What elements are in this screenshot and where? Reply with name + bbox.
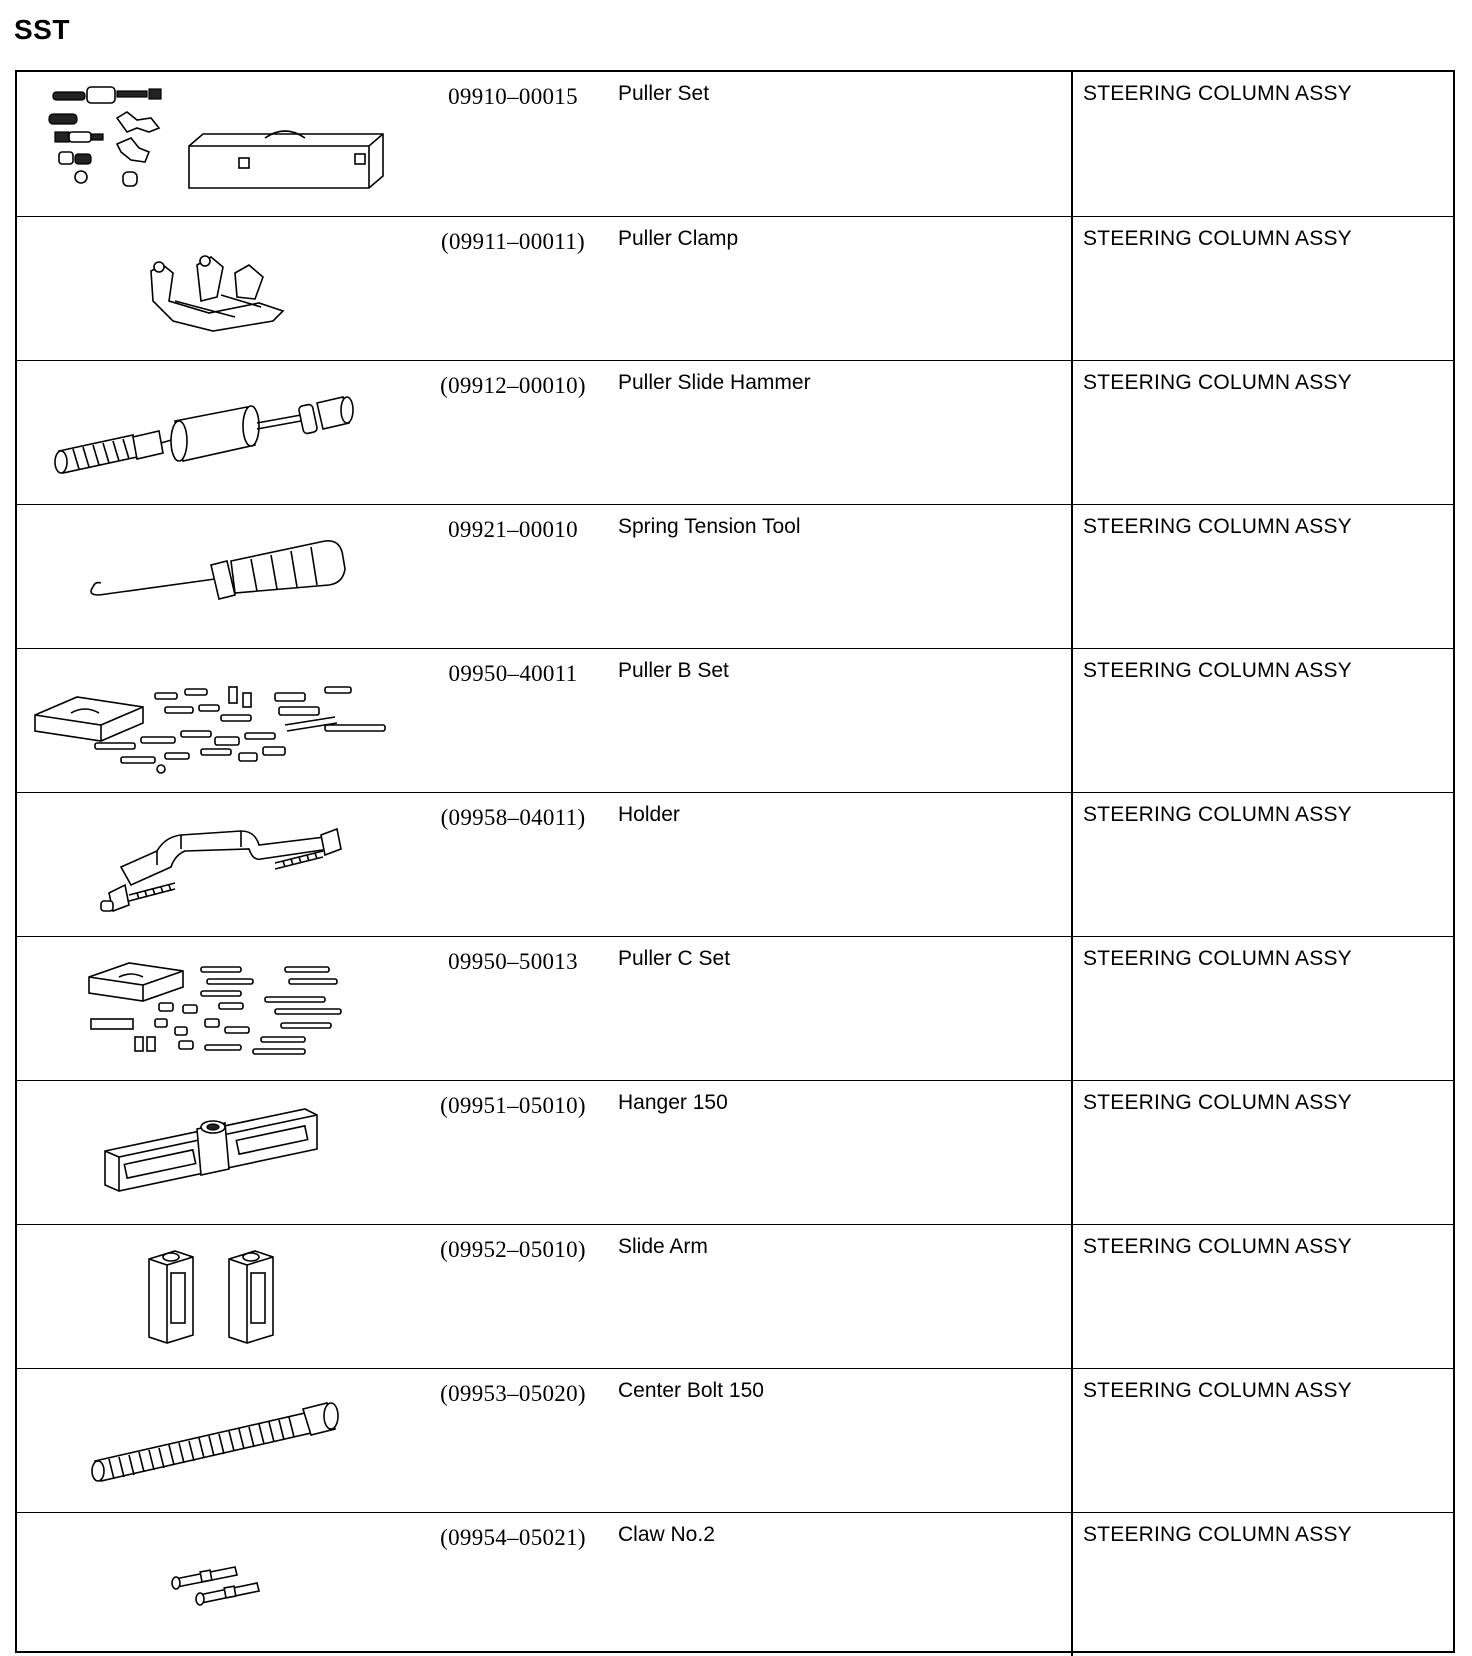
table-row — [17, 504, 1453, 648]
table-row — [17, 936, 1453, 1080]
column-divider — [1071, 505, 1073, 648]
part-name: Hanger 150 — [618, 1091, 728, 1114]
part-number: (09958–04011) — [440, 805, 586, 830]
column-divider — [1071, 649, 1073, 792]
column-divider — [1071, 1369, 1073, 1512]
table-row — [17, 1080, 1453, 1224]
column-divider — [1071, 1081, 1073, 1224]
column-divider — [1071, 1225, 1073, 1368]
table-row — [17, 72, 1453, 216]
part-name: Holder — [618, 803, 680, 826]
part-name: Puller C Set — [618, 947, 731, 970]
center-bolt-illustration — [25, 1373, 425, 1507]
usage-text: STEERING COLUMN ASSY — [1083, 659, 1352, 682]
usage-text: STEERING COLUMN ASSY — [1083, 515, 1352, 538]
table-row — [17, 1512, 1453, 1656]
slide-hammer-illustration — [25, 365, 425, 499]
usage-text: STEERING COLUMN ASSY — [1083, 82, 1352, 105]
usage-text: STEERING COLUMN ASSY — [1083, 1379, 1352, 1402]
part-name: Slide Arm — [618, 1235, 708, 1258]
part-number: 09910–00015 — [448, 84, 578, 109]
claw-illustration — [25, 1517, 425, 1651]
part-name: Spring Tension Tool — [618, 515, 801, 538]
page-title: SST — [14, 14, 70, 45]
usage-text: STEERING COLUMN ASSY — [1083, 947, 1352, 970]
puller-b-set-illustration — [25, 653, 425, 787]
table-row — [17, 216, 1453, 360]
usage-text: STEERING COLUMN ASSY — [1083, 1091, 1352, 1114]
part-number: 09921–00010 — [448, 517, 578, 542]
part-name: Puller Slide Hammer — [618, 371, 811, 394]
column-divider — [1071, 217, 1073, 360]
part-number: (09952–05010) — [440, 1237, 586, 1262]
usage-text: STEERING COLUMN ASSY — [1083, 371, 1352, 394]
column-divider — [1071, 72, 1073, 216]
part-number: (09912–00010) — [440, 373, 586, 398]
column-divider — [1071, 793, 1073, 936]
puller-c-set-illustration — [25, 941, 425, 1075]
table-row — [17, 648, 1453, 792]
usage-text: STEERING COLUMN ASSY — [1083, 227, 1352, 250]
part-name: Center Bolt 150 — [618, 1379, 764, 1402]
table-row — [17, 360, 1453, 504]
usage-text: STEERING COLUMN ASSY — [1083, 1523, 1352, 1546]
sst-table — [15, 70, 1455, 1653]
slide-arm-illustration — [25, 1229, 425, 1363]
puller-set-illustration — [25, 76, 425, 210]
table-row — [17, 792, 1453, 936]
column-divider — [1071, 1513, 1073, 1656]
hanger-illustration — [25, 1085, 425, 1219]
part-number: (09911–00011) — [440, 229, 585, 254]
part-name: Claw No.2 — [618, 1523, 715, 1546]
part-number: (09954–05021) — [440, 1525, 586, 1550]
spring-tension-tool-illustration — [25, 509, 425, 643]
part-number: 09950–40011 — [448, 661, 578, 686]
column-divider — [1071, 937, 1073, 1080]
usage-text: STEERING COLUMN ASSY — [1083, 1235, 1352, 1258]
part-number: 09950–50013 — [448, 949, 578, 974]
puller-clamp-illustration — [25, 221, 425, 355]
part-number: (09953–05020) — [440, 1381, 586, 1406]
table-row — [17, 1368, 1453, 1512]
part-name: Puller Clamp — [618, 227, 739, 250]
holder-illustration — [25, 797, 425, 931]
usage-text: STEERING COLUMN ASSY — [1083, 803, 1352, 826]
table-row — [17, 1224, 1453, 1368]
part-name: Puller Set — [618, 82, 710, 105]
column-divider — [1071, 361, 1073, 504]
part-name: Puller B Set — [618, 659, 729, 682]
part-number: (09951–05010) — [440, 1093, 586, 1118]
